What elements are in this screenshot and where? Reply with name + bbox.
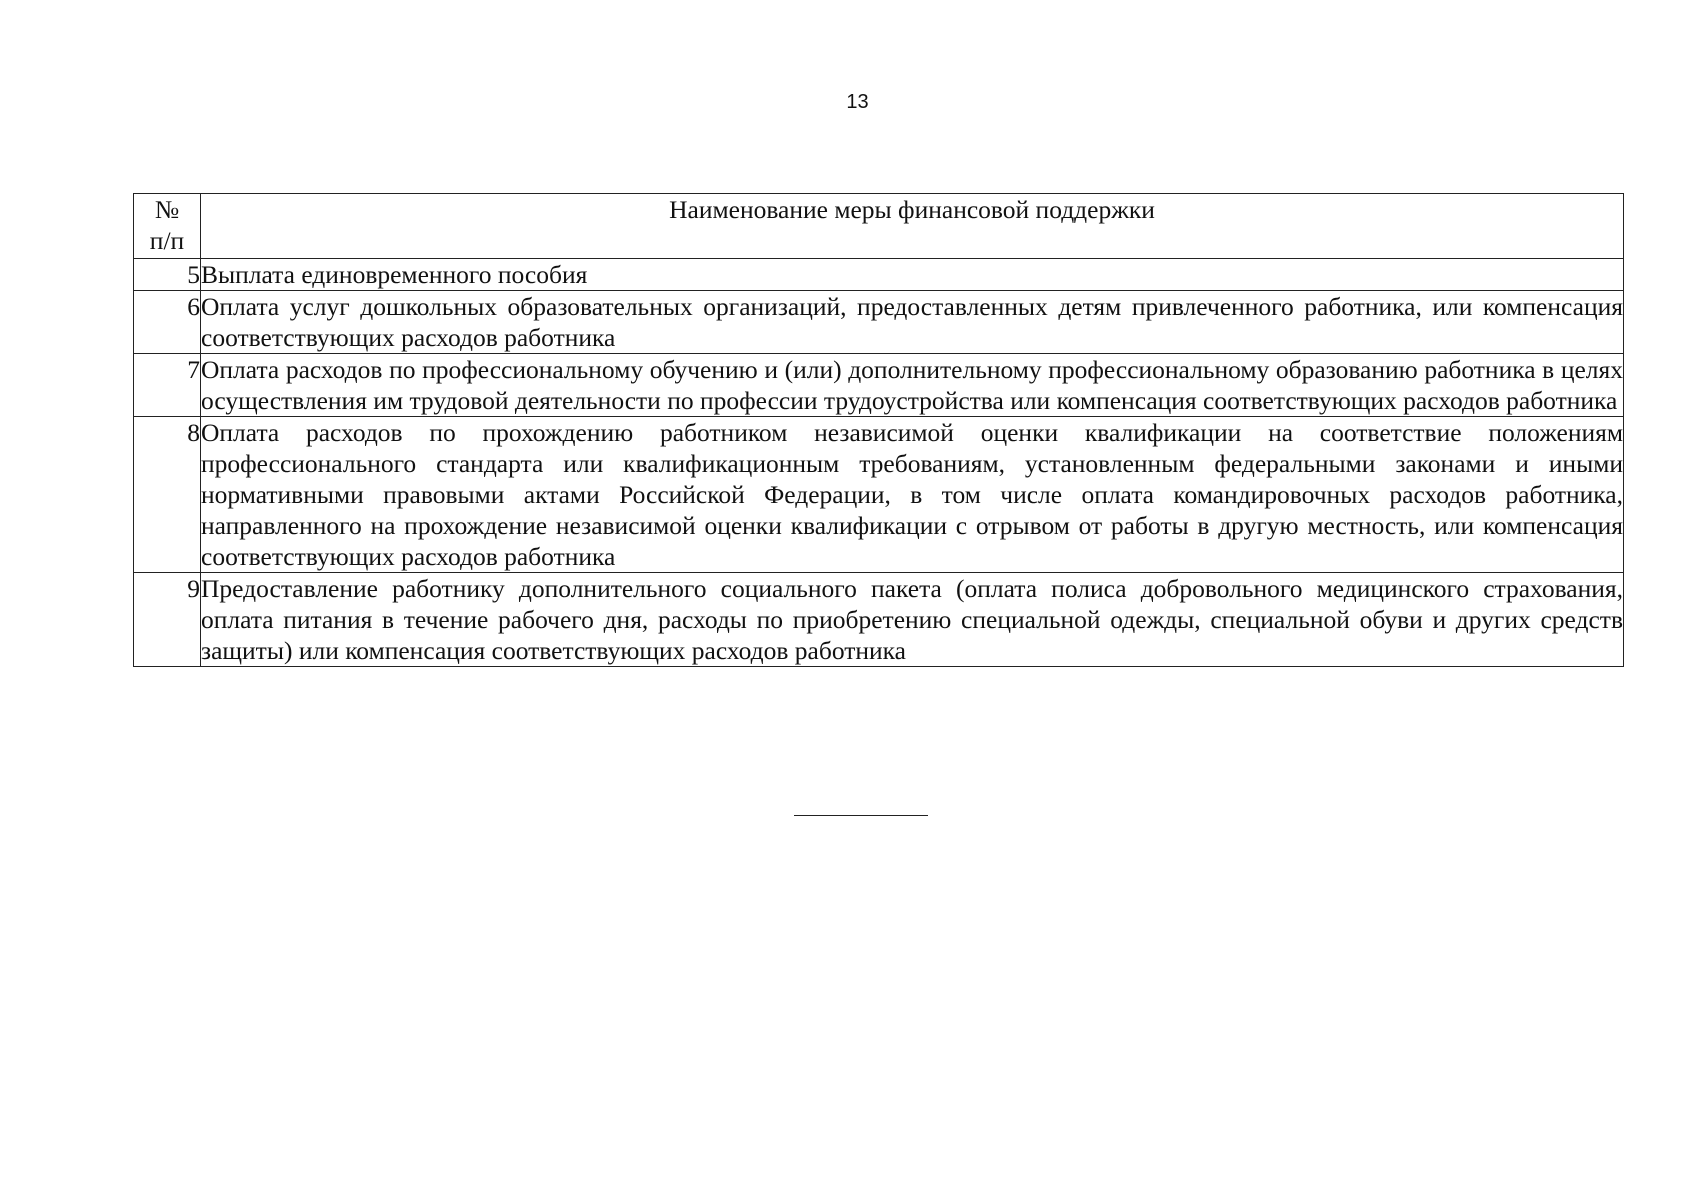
table-row (134, 573, 1624, 667)
name-column-header: Наименование меры финансовой поддержки (201, 194, 1624, 259)
table-header-row (134, 194, 1624, 259)
end-of-document-rule (794, 815, 928, 816)
row-number: 5 (134, 259, 201, 291)
number-header-line1: № (154, 195, 180, 224)
row-measure-name: Предоставление работнику дополнительного социального пакета (оплата полиса добровольного медицинского страхования, оплата питания в течение рабочего дня, расходы по приобретению специальной одежды, специальной обуви и других средств защиты) или компенсация соответствующих расходов работника (201, 574, 1623, 665)
row-number: 8 (134, 417, 201, 573)
page-number: 13 (846, 91, 869, 113)
financial-support-table (133, 193, 1624, 667)
row-number: 6 (134, 291, 201, 354)
row-number: 9 (134, 573, 201, 667)
row-measure-name: Оплата расходов по профессиональному обучению и (или) дополнительному профессиональному образованию работника в целях осуществления им трудовой деятельности по профессии трудоустройства или компенсация соответствующих расходов работника (201, 355, 1623, 415)
row-measure-name: Выплата единовременного пособия (201, 259, 1624, 291)
row-number: 7 (134, 354, 201, 417)
table-row (134, 417, 1624, 573)
row-measure-name: Оплата расходов по прохождению работником независимой оценки квалификации на соответствие положениям профессионального стандарта или квалификационным требованиям, установленным федеральными законами и иными нормативными правовыми актами Российской Федерации, в том числе оплата командировочных расходов работника, направленного на прохождение независимой оценки квалификации с отрывом от работы в другую местность, или компенсация соответствующих расходов работника (201, 418, 1623, 571)
row-measure-name: Оплата услуг дошкольных образовательных организаций, предоставленных детям привлеченного работника, или компенсация соответствующих расходов работника (201, 292, 1623, 352)
number-column-header (134, 194, 201, 259)
table-row (134, 259, 1624, 291)
table-row (134, 291, 1624, 354)
number-header-line2: п/п (149, 226, 185, 255)
table-row (134, 354, 1624, 417)
